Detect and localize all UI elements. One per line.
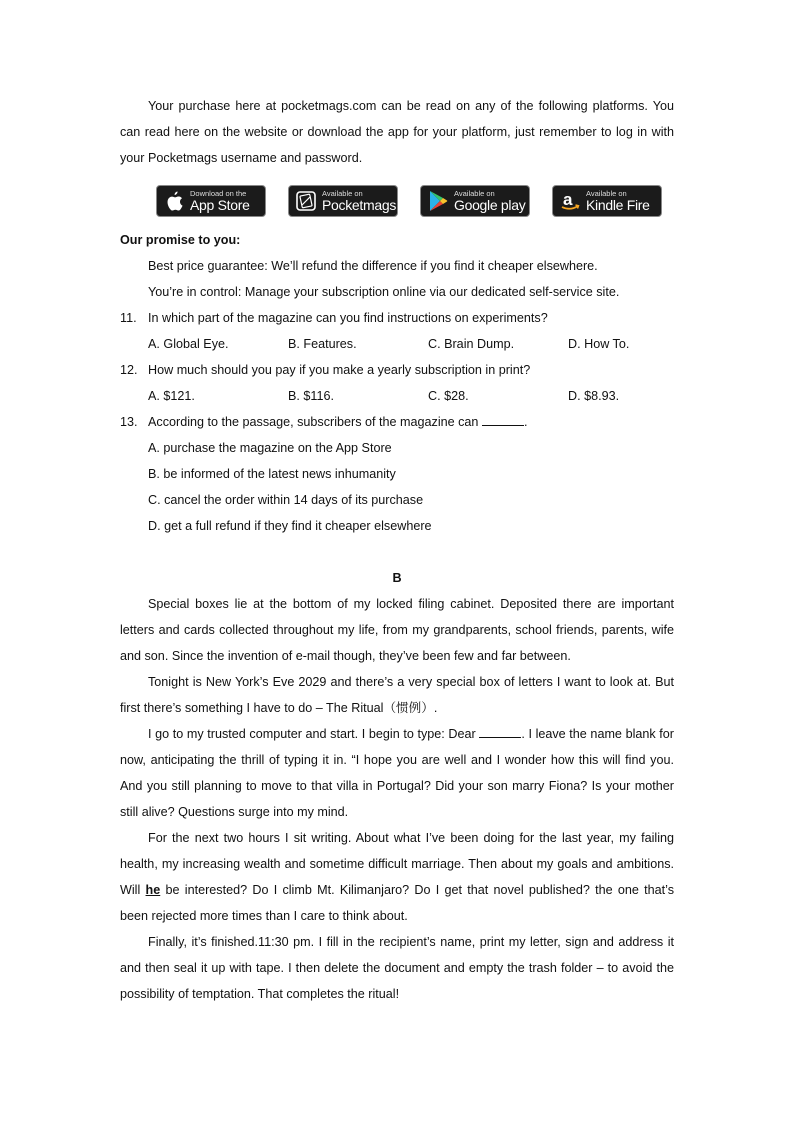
passage-paragraph-1: Special boxes lie at the bottom of my locked filing cabinet. Deposited there are important letters and cards collected throughout my life, from my grandparents, school friends, parents, wife and son. Since the invention of e-mail though, they’ve been few and far between.	[120, 597, 674, 663]
question-12	[120, 357, 674, 383]
p4-before: For the next two hours I sit writing. About what I’ve been doing for the last year, my failing health, my increasing wealth and sometime difficult marriage. Then about my goals and ambitions. Will	[120, 831, 674, 897]
platform-badges	[120, 185, 674, 217]
pocketmags-icon	[295, 190, 317, 212]
badge-big-text: App Store	[190, 197, 250, 214]
promise-heading: Our promise to you:	[120, 233, 241, 247]
option[interactable]: A. Global Eye.	[148, 337, 229, 351]
option[interactable]: D. How To.	[568, 337, 630, 351]
question-text-after: .	[523, 415, 528, 429]
p3-after: . I leave the name blank for now, anticipating the thrill of typing it in. “I hope you are well and I wonder how this will find you. And you still planning to move to that villa in Portugal? Did your son marry Fiona? Is your mother still alive? Questions surge into my mind.	[120, 727, 674, 819]
badge-big-text: Pocketmags	[322, 197, 397, 214]
question-number: 13.	[120, 415, 138, 429]
passage-paragraph-2: Tonight is New York’s Eve 2029 and there’s a very special box of letters I want to look at. But first there’s something I have to do – The Ritual（惯例）.	[120, 675, 674, 715]
question-11-options	[120, 331, 674, 357]
badge-big-text: Kindle Fire	[586, 197, 650, 214]
passage-paragraph-5: Finally, it’s finished.11:30 pm. I fill in the recipient’s name, print my letter, sign and address it and then seal it up with tape. I then delete the document and empty the trash folder – to avoid the possibility of temptation. That completes the ritual!	[120, 935, 674, 1001]
badge-big-text: Google play	[454, 197, 526, 214]
google-play-icon	[427, 190, 449, 212]
option[interactable]: B. Features.	[288, 337, 357, 351]
p3-before: I go to my trusted computer and start. I begin to type: Dear	[148, 727, 476, 741]
question-12-options	[120, 383, 674, 409]
option[interactable]: B. $116.	[288, 389, 334, 403]
option[interactable]: D. get a full refund if they find it cheaper elsewhere	[148, 519, 432, 533]
question-13	[120, 409, 674, 435]
option[interactable]: A. $121.	[148, 389, 195, 403]
passage-paragraph-4	[120, 825, 674, 929]
option[interactable]: B. be informed of the latest news inhumanity	[148, 467, 396, 481]
section-label: B	[392, 571, 402, 585]
passage-paragraph-3	[120, 721, 674, 825]
name-blank	[479, 725, 521, 738]
kindle-fire-badge[interactable]	[552, 185, 662, 217]
option[interactable]: C. cancel the order within 14 days of its purchase	[148, 493, 424, 507]
badge-small-text: Available on	[586, 188, 627, 198]
answer-blank	[482, 413, 524, 426]
underlined-word: he	[145, 883, 161, 897]
question-text-before: According to the passage, subscribers of the magazine can	[148, 415, 479, 429]
option[interactable]: A. purchase the magazine on the App Store	[148, 441, 392, 455]
question-text	[148, 409, 527, 435]
question-text: In which part of the magazine can you find instructions on experiments?	[148, 311, 548, 325]
promise-item: Best price guarantee: We’ll refund the difference if you find it cheaper elsewhere.	[148, 259, 598, 273]
badge-small-text: Available on	[454, 188, 495, 198]
google-play-badge[interactable]	[420, 185, 530, 217]
option[interactable]: C. Brain Dump.	[428, 337, 515, 351]
badge-small-text: Download on the	[190, 188, 247, 198]
question-number: 12.	[120, 363, 138, 377]
question-text: How much should you pay if you make a yearly subscription in print?	[148, 363, 531, 377]
svg-text:a: a	[563, 190, 573, 209]
promise-item: You’re in control: Manage your subscription online via our dedicated self-service site.	[148, 285, 620, 299]
option[interactable]: C. $28.	[428, 389, 469, 403]
badge-small-text: Available on	[322, 188, 363, 198]
option[interactable]: D. $8.93.	[568, 389, 620, 403]
apple-icon	[163, 190, 185, 212]
question-11	[120, 305, 674, 331]
question-number: 11.	[120, 311, 137, 325]
intro-paragraph: Your purchase here at pocketmags.com can be read on any of the following platforms. You can read here on the website or download the app for your platform, just remember to log in with your Pocketmags username and password.	[120, 99, 674, 165]
pocketmags-badge[interactable]	[288, 185, 398, 217]
app-store-badge[interactable]	[156, 185, 266, 217]
content	[120, 93, 674, 1007]
amazon-icon	[559, 190, 581, 212]
p4-after: be interested? Do I climb Mt. Kilimanjaro? Do I get that novel published? the one that’s been rejected more times than I care to think about.	[120, 883, 675, 923]
